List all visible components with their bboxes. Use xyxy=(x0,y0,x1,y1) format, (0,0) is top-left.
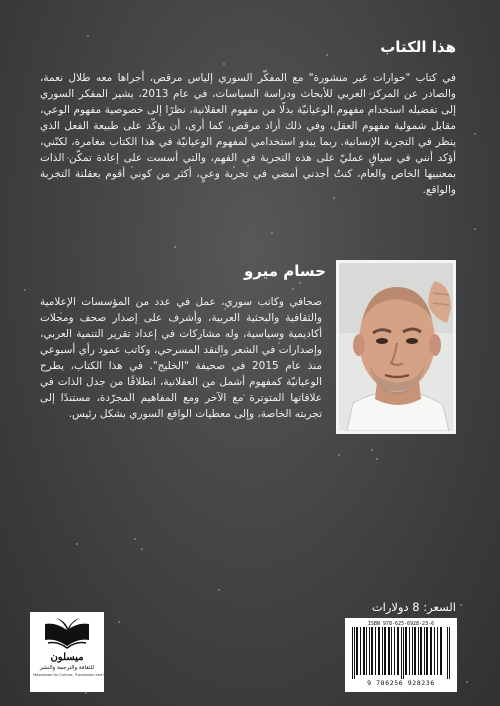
barcode-bar xyxy=(354,627,355,679)
barcode-bar xyxy=(382,627,383,675)
barcode-bar xyxy=(405,627,407,675)
barcode-bar xyxy=(384,627,386,675)
barcode-bar xyxy=(420,627,422,675)
barcode-bar xyxy=(434,627,435,675)
barcode-bar xyxy=(426,627,428,675)
barcode-bar xyxy=(409,627,410,675)
author-photo xyxy=(336,260,456,434)
about-book-title: هذا الكتاب xyxy=(380,38,456,56)
barcode-bar xyxy=(447,627,448,679)
barcode-bar xyxy=(388,627,390,675)
barcode-bar xyxy=(403,627,404,679)
barcode-bar xyxy=(418,627,419,675)
barcode-bar xyxy=(401,627,402,679)
barcode-bar xyxy=(356,627,358,675)
barcode-bar xyxy=(391,627,392,675)
barcode-bar xyxy=(378,627,380,675)
barcode-bar xyxy=(369,627,370,675)
publisher-name: ميسلون xyxy=(50,652,84,663)
barcode-bar xyxy=(363,627,365,675)
publisher-tagline-arabic: للثقافة والترجمة والنشر xyxy=(39,665,95,671)
price-label: السعر: 8 دولارات xyxy=(371,600,456,614)
barcode-bar xyxy=(371,627,373,675)
barcode-bar xyxy=(397,627,399,675)
barcode-bar xyxy=(360,627,361,675)
barcode-bar xyxy=(430,627,432,675)
barcode-bar xyxy=(366,627,367,675)
isbn-digits: 9 786256 928236 xyxy=(367,679,435,687)
author-bio: صحافي وكاتب سوري، عمل في عدد من المؤسسات الإعلامية والثقافية والبحثية العربية، وأشرف على إصدار صحف ومجلات أكاديمية وسياسية، وله مشاركات في إعداد تقرير التنمية العربي، وإصدارات في الشعر والنقد المسرحي، وكاتب عمود رأي أسبوعي منذ عام 2015 في صحيفة "الخليج". في هذا الكتاب، يطرح الوعيانيّة كمفهوم أشمل من العقلانية، انطلاقًا من جدل الذات في علاقاتها المتوترة مع الآخر ومع المفاهيم المجرّدة، مستندًا إلى تجربته الخاصة، وإلى معطيات الواقع السوري بشكل رئيس. xyxy=(40,296,323,420)
barcode-bar xyxy=(394,627,395,675)
publisher-logo xyxy=(30,612,122,692)
author-portrait-image xyxy=(339,263,453,431)
about-book-text: في كتاب "حوارات غير منشورة" مع المفكّر السوري إلياس مرقص، أجراها معه طلال نعمة، والصادر عن المركز العربي للأبحاث ودراسة السياسات، في عام 2013، يشير المفكر السوري إلى تفضيله استخدام مفهوم الوعيانيّة بدلًا من مفهوم العقلانية، نظرًا إلى خصوصية مفهوم الوعي، مقابل شمولية مفهوم العقل، وفي ذلك أراد مرقص، كما أرى، أن يؤكّد على طبيعة الفعل الذي ينظر في التجربة الإنسانية. ربما يبدو استخدامي لمفهوم الوعيانيّة في هذا الكتاب مغامرة، لكنّني، أؤكد أنني في سياقٍ عمليّ على هذه التجربة في الفهم، والتي أسست على إعادة تمكّن الذات بمعنييها الخاص والعام، كنتُ أجدني أمضي في تجربة وعيٍ، أكثر من كوني أقوم بعقلنة التجربة والواقع. xyxy=(40,72,456,196)
publisher-tagline-english: Maysaloon for Culture, Translation and Publishing xyxy=(33,673,122,677)
barcode-bar xyxy=(437,627,438,675)
barcode-bar xyxy=(414,627,416,675)
barcode-bar xyxy=(440,627,442,675)
isbn-label: ISBN 978-625-6928-23-6 xyxy=(367,621,435,627)
open-book-icon xyxy=(42,616,92,652)
barcode-bar xyxy=(352,627,353,679)
isbn-barcode xyxy=(345,618,457,692)
barcode-bar xyxy=(424,627,425,675)
barcode-bar xyxy=(412,627,413,675)
barcode-bar xyxy=(449,627,450,679)
barcode-bar xyxy=(375,627,376,675)
barcode-bars xyxy=(350,627,452,679)
author-name: حسام ميرو xyxy=(244,262,326,280)
